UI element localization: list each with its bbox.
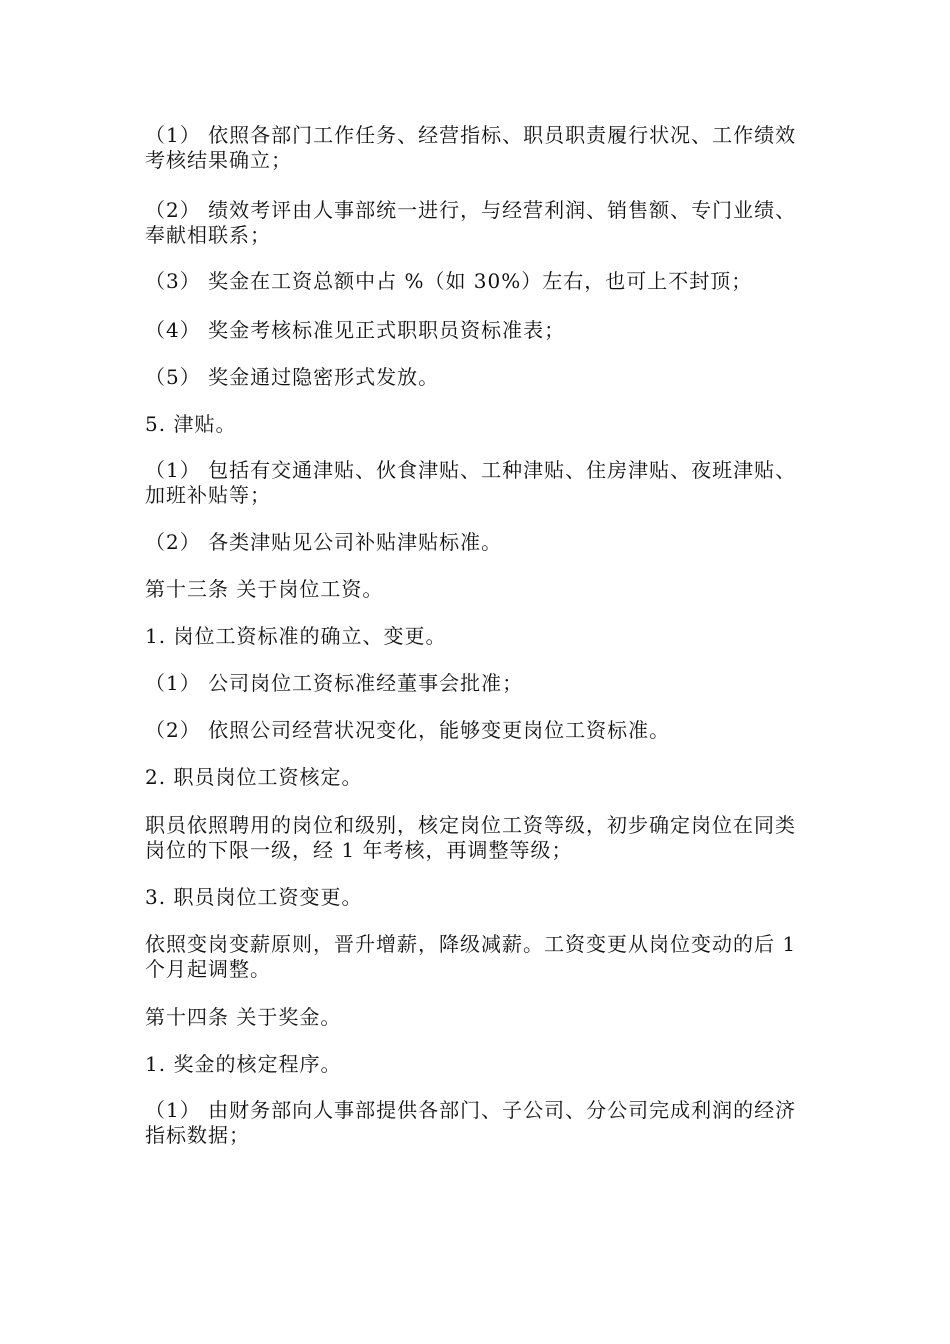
paragraph-bonus-procedure-item-1: （1） 由财务部向人事部提供各部门、子公司、分公司完成利润的经济指标数据； [145,1098,797,1147]
heading-article-13: 第十三条 关于岗位工资。 [145,577,384,601]
paragraph-bonus-item-4: （4） 奖金考核标准见正式职职员资标准表； [145,318,566,342]
paragraph-bonus-item-1: （1） 依照各部门工作任务、经营指标、职员职责履行状况、工作绩效考核结果确立； [145,123,797,172]
heading-bonus-procedure: 1. 奖金的核定程序。 [145,1052,342,1076]
paragraph-bonus-item-2: （2） 绩效考评由人事部统一进行，与经营利润、销售额、专门业绩、奉献相联系； [145,198,797,247]
paragraph-wage-assessment: 职员依照聘用的岗位和级别，核定岗位工资等级，初步确定岗位在同类岗位的下限一级，经 1 年考核，再调整等级； [145,813,796,862]
paragraph-wage-standard-item-2: （2） 依照公司经营状况变化，能够变更岗位工资标准。 [145,718,671,742]
paragraph-wage-standard-item-1: （1） 公司岗位工资标准经董事会批准； [145,671,524,695]
heading-wage-change: 3. 职员岗位工资变更。 [145,885,363,909]
heading-article-14: 第十四条 关于奖金。 [145,1005,342,1029]
paragraph-bonus-item-5: （5） 奖金通过隐密形式发放。 [145,365,440,389]
paragraph-wage-change: 依照变岗变薪原则，晋升增薪，降级减薪。工资变更从岗位变动的后 1 个月起调整。 [145,932,797,981]
paragraph-allowance-item-2: （2） 各类津贴见公司补贴津贴标准。 [145,530,503,554]
paragraph-allowance-item-1: （1） 包括有交通津贴、伙食津贴、工种津贴、住房津贴、夜班津贴、加班补贴等； [145,458,797,507]
heading-position-wage-standard: 1. 岗位工资标准的确立、变更。 [145,624,447,648]
heading-wage-assessment: 2. 职员岗位工资核定。 [145,765,363,789]
heading-allowance: 5. 津贴。 [145,412,237,436]
paragraph-bonus-item-3: （3） 奖金在工资总额中占 %（如 30%）左右，也可上不封顶； [145,269,753,293]
